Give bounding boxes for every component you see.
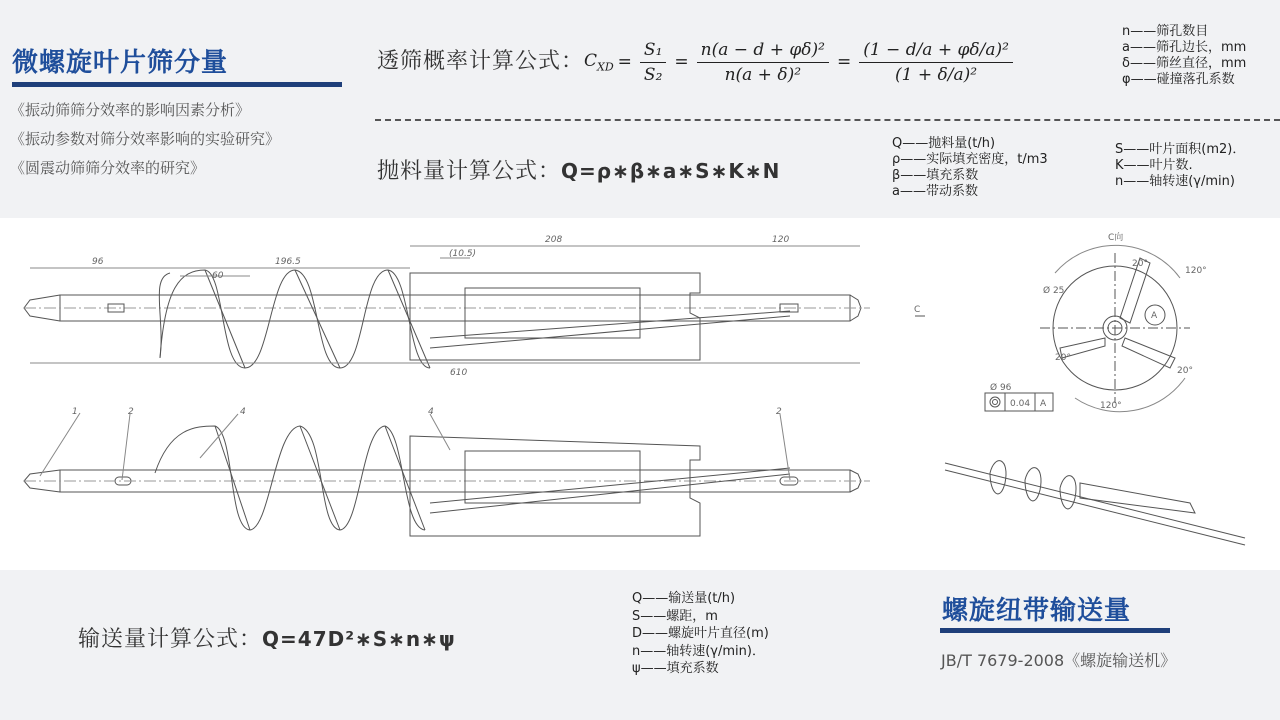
conveyance-title-underline	[940, 628, 1170, 633]
screening-formula: $C_{XD}$ = $\frac{\text{S₁}}{\text{S₂}}$ = $\frac{\text{n(a − d + φδ)²}}{\text{n(a + δ)²}}$ = $\frac{\text{(1 − d/a + φδ/a)²}}{\text{(1 + δ/a)²}}$	[584, 22, 1017, 102]
dimension-paddle-length: 208	[545, 235, 563, 245]
section-view	[915, 245, 1190, 411]
angle-right: 20°	[1177, 366, 1193, 376]
dimension-total-length: 610	[450, 368, 468, 378]
view-marker-c: C	[914, 305, 921, 315]
angle-top-small: 20°	[1132, 259, 1148, 269]
datum-a: A	[1040, 399, 1047, 409]
dimension-flight-length: 196.5	[275, 257, 301, 267]
standard-reference: JB/T 7679-2008《螺旋输送机》	[941, 651, 1177, 670]
part-label-4-paddle: 4	[428, 407, 434, 417]
bottom-view-shaft	[24, 470, 870, 492]
part-label-2-right: 2	[776, 407, 782, 417]
throw-legend-left: Q——抛料量(t/h) ρ——实际填充密度，t/m3 β——填充系数 a——带动系数	[892, 136, 1048, 199]
bottom-view-helix-flights	[155, 426, 425, 530]
angle-top-large: 120°	[1185, 266, 1207, 276]
section-title-screening: 微螺旋叶片筛分量	[12, 48, 229, 78]
screening-legend: n——筛孔数目 a——筛孔边长，mm δ——筛丝直径，mm φ——碰撞落孔系数	[1122, 24, 1247, 87]
conveyance-legend: Q——输送量(t/h) S——螺距，m D——螺旋叶片直径(m) n——轴转速(γ/min)． ψ——填充系数	[632, 591, 769, 676]
angle-bottom: 120°	[1100, 401, 1122, 411]
angle-left: 20°	[1055, 353, 1071, 363]
formula-lhs: $C_{XD}$	[584, 50, 614, 74]
part-label-2: 2	[128, 407, 134, 417]
reference-2: 《振动参数对筛分效率影响的实验研究》	[10, 130, 281, 148]
isometric-view	[945, 461, 1245, 545]
top-view-helix-flights	[159, 270, 430, 368]
top-view-paddle	[410, 273, 790, 360]
conveyance-formula-label: 输送量计算公式：Q=47D²∗S∗n∗ψ	[78, 627, 456, 652]
fraction-normalized: $\frac{\text{(1 − d/a + φδ/a)²}}{\text{(1 + δ/a)²}}$	[859, 40, 1013, 85]
fraction-s1-s2: $\frac{\text{S₁}}{\text{S₂}}$	[640, 40, 666, 85]
throw-formula-label: 抛料量计算公式：Q=ρ∗β∗a∗S∗K∗N	[377, 159, 781, 184]
tolerance-value: 0.04	[1010, 399, 1031, 409]
part-label-4: 4	[240, 407, 246, 417]
section-diameter-25: Ø 25	[1043, 286, 1065, 296]
section-title-conveyance: 螺旋纽带输送量	[942, 596, 1132, 626]
auger-technical-drawing	[0, 218, 1280, 570]
top-view-shaft	[24, 295, 870, 321]
section-view-title: C向	[1108, 233, 1124, 243]
fraction-probability: $\frac{\text{n(a − d + φδ)²}}{\text{n(a + δ)²}}$	[697, 40, 829, 85]
reference-1: 《振动筛筛分效率的影响因素分析》	[10, 101, 251, 119]
bottom-view-paddle	[410, 436, 790, 536]
part-label-1: 1	[72, 407, 78, 417]
throw-formula-expression: Q=ρ∗β∗a∗S∗K∗N	[561, 159, 781, 183]
throw-legend-right: S——叶片面积(m2)． K——叶片数. n——轴转速(γ/min)	[1115, 142, 1246, 189]
dashed-divider	[375, 119, 1280, 121]
dimension-overall-left: 96	[92, 257, 104, 267]
top-view-dimension-lines	[30, 246, 860, 363]
dimension-clearance: (10.5)	[449, 249, 477, 259]
conveyance-formula-expression: Q=47D²∗S∗n∗ψ	[262, 627, 456, 651]
section-detail-a: A	[1151, 311, 1158, 321]
section-diameter-96: Ø 96	[990, 383, 1012, 393]
dimension-pitch: 60	[212, 271, 224, 281]
dimension-end-length: 120	[772, 235, 790, 245]
screening-formula-label: 透筛概率计算公式：	[377, 49, 585, 74]
title-underline	[12, 82, 342, 87]
reference-3: 《圆震动筛筛分效率的研究》	[10, 159, 206, 177]
